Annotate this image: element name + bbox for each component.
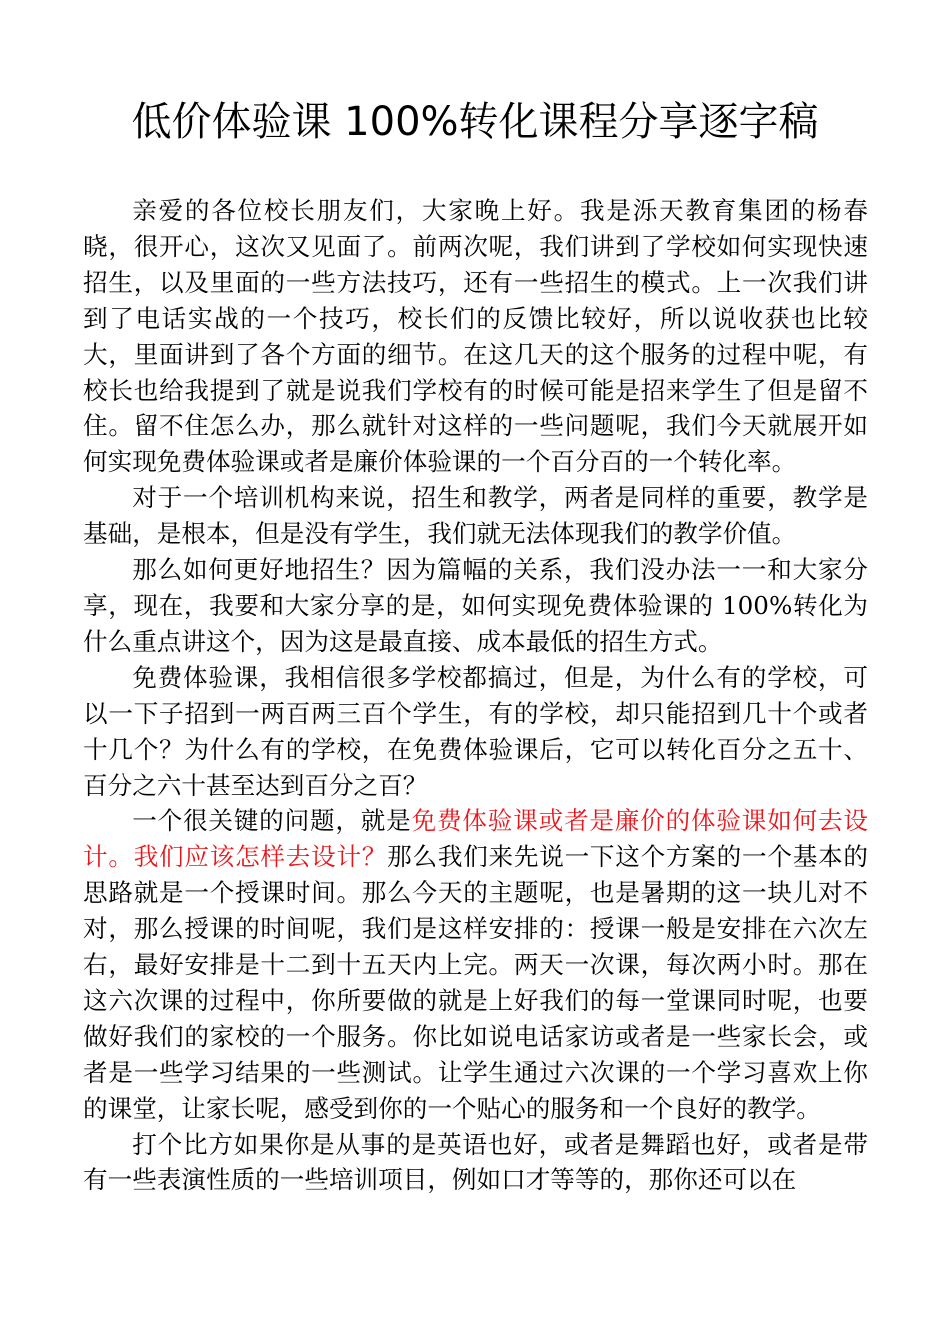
paragraph-conversion-intro: 那么如何更好地招生？因为篇幅的关系，我们没办法一一和大家分享，现在，我要和大家分享的是，如何实现免费体验课的 100%转化为什么重点讲这个，因为这是最直接、成本最低的招生方式。 [83,555,868,656]
document-body [83,193,868,1198]
paragraph-course-design-lead: 一个很关键的问题，就是 [132,806,412,836]
paragraph-enrollment-importance: 对于一个培训机构来说，招生和教学，两者是同样的重要，教学是基础，是根本，但是没有学生，我们就无法体现我们的教学价值。 [83,483,868,549]
highlighted-key-question: 免费体验课或者是廉价的体验课如何去设计。我们应该怎样去设计？ [83,806,868,872]
paragraph-course-design-detail: 那么我们来先说一下这个方案的一个基本的思路就是一个授课时间。那么今天的主题呢，也是暑期的这一块儿对不对，那么授课的时间呢，我们是这样安排的：授课一般是安排在六次左右，最好安排是十二到十五天内上完。两天一次课，每次两小时。那在这六次课的过程中，你所要做的就是上好我们的每一堂课同时呢，也要做好我们的家校的一个服务。你比如说电话家访或者是一些家长会，或者是一些学习结果的一些测试。让学生通过六次课的一个学习喜欢上你的课堂，让家长呢，感受到你的一个贴心的服务和一个良好的教学。 [83,842,868,1123]
paragraph-course-design [83,803,868,1126]
document-title: 低价体验课 100%转化课程分享逐字稿 [131,99,819,145]
paragraph-greeting: 亲爱的各位校长朋友们，大家晚上好。我是泺天教育集团的杨春晓，很开心，这次又见面了。前两次呢，我们讲到了学校如何实现快速招生，以及里面的一些方法技巧，还有一些招生的模式。上一次我们讲到了电话实战的一个技巧，校长们的反馈比较好，所以说收获也比较大，里面讲到了各个方面的细节。在这几天的这个服务的过程中呢，有校长也给我提到了就是说我们学校有的时候可能是招来学生了但是留不住。留不住怎么办，那么就针对这样的一些问题呢，我们今天就展开如何实现免费体验课或者是廉价体验课的一个百分百的一个转化率。 [83,196,868,477]
paragraph-free-trial-question: 免费体验课，我相信很多学校都搞过，但是，为什么有的学校，可以一下子招到一两百两三百个学生，有的学校，却只能招到几十个或者十几个？为什么有的学校，在免费体验课后，它可以转化百分之五十、百分之六十甚至达到百分之百？ [83,662,868,800]
paragraph-example: 打个比方如果你是从事的是英语也好，或者是舞蹈也好，或者是带有一些表演性质的一些培训项目，例如口才等等的，那你还可以在 [83,1129,868,1195]
